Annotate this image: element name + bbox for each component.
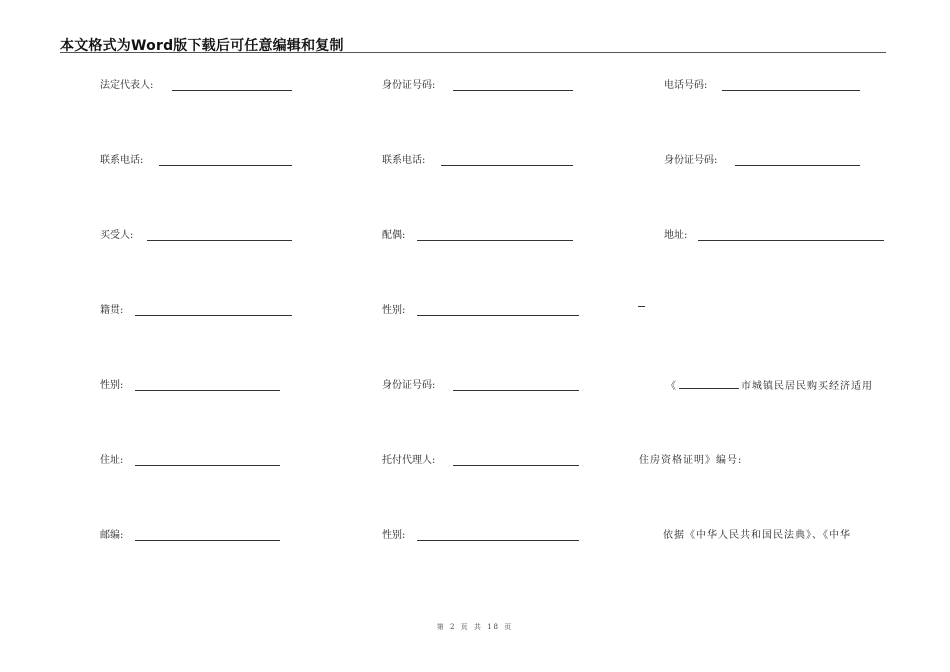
certificate-paragraph-line-1 <box>666 379 873 394</box>
native-place-label: 籍贯: <box>100 305 124 316</box>
stray-underline-mark <box>638 306 645 307</box>
phone-number-label: 电话号码: <box>664 80 708 91</box>
residence-field <box>100 454 123 468</box>
contact-phone-label-1: 联系电话: <box>100 155 144 166</box>
id-number-field-2 <box>664 154 717 168</box>
document-header-title: 本文格式为Word版下载后可任意编辑和复制 <box>60 38 344 54</box>
header-divider <box>60 52 886 53</box>
legal-representative-label: 法定代表人: <box>100 80 154 91</box>
agent-field <box>382 454 435 468</box>
id-number-label-2: 身份证号码: <box>664 155 718 166</box>
legal-representative-field <box>100 79 153 93</box>
id-number-label-3: 身份证号码: <box>382 380 436 391</box>
residence-label: 住址: <box>100 455 124 466</box>
spouse-blank[interactable] <box>417 240 573 241</box>
residence-blank[interactable] <box>135 465 280 466</box>
id-number-blank-3[interactable] <box>453 390 579 391</box>
spouse-field <box>382 229 405 243</box>
agent-label: 托付代理人: <box>382 455 436 466</box>
id-number-blank-2[interactable] <box>735 165 860 166</box>
buyer-label: 买受人: <box>100 230 134 241</box>
address-field-1 <box>664 229 687 243</box>
native-place-blank[interactable] <box>135 315 292 316</box>
contact-phone-field-2 <box>382 154 425 168</box>
legal-basis-paragraph-line: 依据《中华人民共和国民法典》、《中华 <box>663 530 851 541</box>
postcode-label: 邮编: <box>100 530 124 541</box>
native-place-field <box>100 304 123 318</box>
id-number-blank-1[interactable] <box>453 90 573 91</box>
certificate-open-quote: 《 <box>666 381 677 392</box>
postcode-blank[interactable] <box>135 540 280 541</box>
gender-label-2: 性别: <box>100 380 124 391</box>
address-label-1: 地址: <box>664 230 688 241</box>
gender-blank-3[interactable] <box>417 540 579 541</box>
page-number-footer: 第 2 页 共 18 页 <box>436 623 514 631</box>
gender-field-1 <box>382 304 405 318</box>
gender-blank-2[interactable] <box>135 390 280 391</box>
gender-field-2 <box>100 379 123 393</box>
gender-label-1: 性别: <box>382 305 406 316</box>
contact-phone-label-2: 联系电话: <box>382 155 426 166</box>
id-number-field-3 <box>382 379 435 393</box>
contact-phone-blank-1[interactable] <box>159 165 292 166</box>
gender-label-3: 性别: <box>382 530 406 541</box>
address-blank-1[interactable] <box>698 240 884 241</box>
certificate-line-1-text: 市城镇民居民购买经济适用 <box>741 381 873 392</box>
id-number-field-1 <box>382 79 435 93</box>
buyer-blank[interactable] <box>147 240 292 241</box>
certificate-paragraph-line-2: 住房资格证明》编号: <box>639 455 743 466</box>
postcode-field <box>100 529 123 543</box>
spouse-label: 配偶: <box>382 230 406 241</box>
contact-phone-blank-2[interactable] <box>441 165 573 166</box>
buyer-field <box>100 229 133 243</box>
phone-number-blank[interactable] <box>722 90 860 91</box>
phone-number-field <box>664 79 707 93</box>
gender-blank-1[interactable] <box>417 315 579 316</box>
gender-field-3 <box>382 529 405 543</box>
agent-blank[interactable] <box>453 465 579 466</box>
contact-phone-field-1 <box>100 154 143 168</box>
id-number-label-1: 身份证号码: <box>382 80 436 91</box>
city-name-blank[interactable] <box>679 379 739 389</box>
legal-representative-blank[interactable] <box>172 90 292 91</box>
